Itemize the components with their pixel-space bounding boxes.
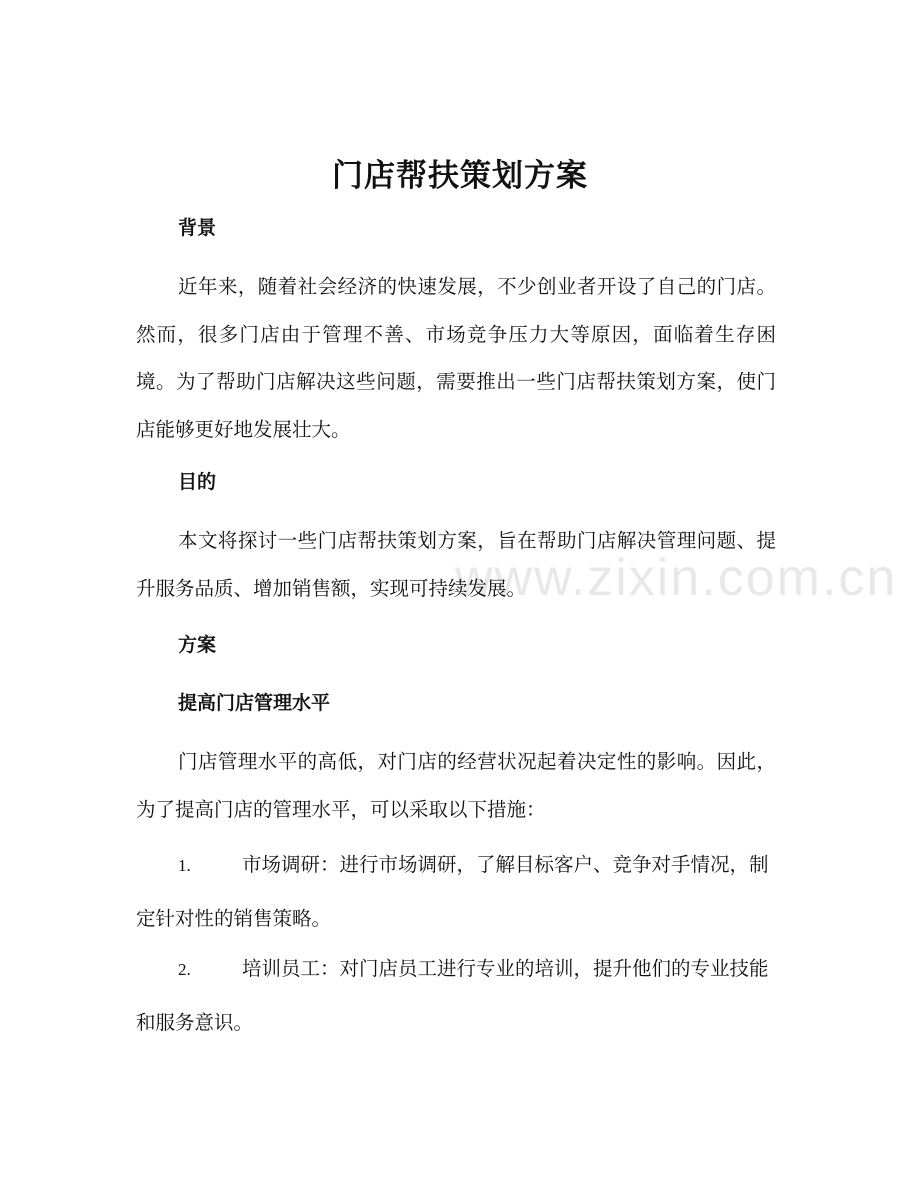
background-paragraph: 近年来，随着社会经济的快速发展，不少创业者开设了自己的门店。然而，很多门店由于管理不善、市场竞争压力大等原因，面临着生存困境。为了帮助门店解决这些问题，需要推出一些门店帮扶策划方案，使门店能够更好地发展壮大。 (136, 275, 776, 441)
watermark: www.zixin.com.cn (455, 549, 898, 607)
list-item (136, 943, 776, 1050)
document-title: 门店帮扶策划方案 (332, 158, 588, 194)
purpose-paragraph: 本文将探讨一些门店帮扶策划方案，旨在帮助门店解决管理问题、提升服务品质、增加销售额，实现可持续发展。 (136, 529, 776, 600)
list-item-text: 培训员工：对门店员工进行专业的培训，提升他们的专业技能和服务意识。 (136, 957, 769, 1034)
list-item (136, 839, 776, 946)
list-item-text: 市场调研：进行市场调研，了解目标客户、竞争对手情况，制定针对性的销售策略。 (136, 853, 769, 930)
section-heading-purpose: 目的 (178, 471, 217, 493)
section-heading-background: 背景 (178, 217, 217, 239)
list-number: 1. (178, 856, 191, 875)
list-number: 2. (178, 960, 191, 979)
section-heading-plan: 方案 (178, 634, 217, 656)
management-intro-paragraph: 门店管理水平的高低，对门店的经营状况起着决定性的影响。因此，为了提高门店的管理水平，可以采取以下措施： (136, 750, 776, 821)
subheading-management: 提高门店管理水平 (178, 692, 331, 714)
